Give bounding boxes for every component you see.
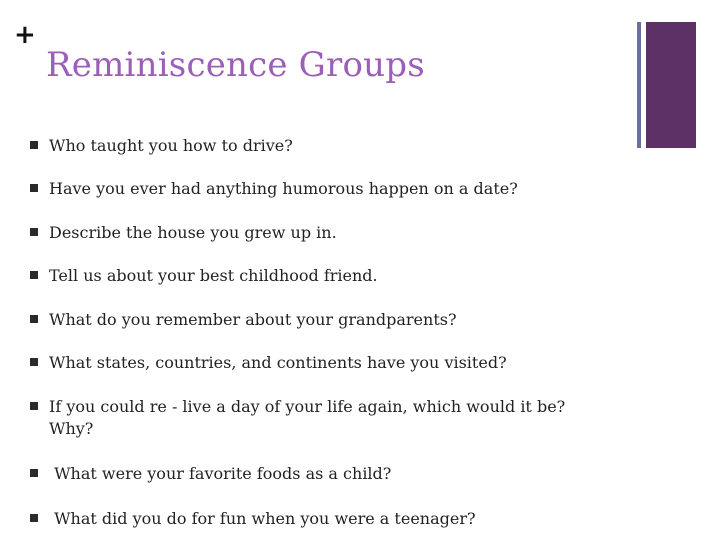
square-bullet-icon: [30, 141, 38, 149]
square-bullet-icon: [30, 271, 38, 279]
bullet-text: Describe the house you grew up in.: [49, 223, 337, 242]
square-bullet-icon: [30, 228, 38, 236]
square-bullet-icon: [30, 358, 38, 366]
bullet-item: [30, 309, 670, 331]
decorative-thin-bar: [637, 22, 641, 148]
bullet-text: Who taught you how to drive?: [49, 136, 293, 155]
bullet-item: [30, 222, 670, 244]
bullet-item: [30, 135, 670, 157]
bullet-text: Tell us about your best childhood friend.: [49, 266, 378, 285]
decorative-thick-bar: [646, 22, 696, 148]
bullet-item: [30, 396, 670, 440]
bullet-item: [30, 508, 670, 530]
slide-title: Reminiscence Groups: [46, 45, 425, 85]
bullet-text: What were your favorite foods as a child?: [49, 464, 392, 483]
square-bullet-icon: [30, 514, 38, 522]
bullet-text: What did you do for fun when you were a teenager?: [49, 509, 476, 528]
square-bullet-icon: [30, 184, 38, 192]
bullet-item: [30, 463, 670, 485]
bullet-item: [30, 265, 670, 287]
square-bullet-icon: [30, 315, 38, 323]
bullet-item: [30, 178, 670, 200]
bullet-text: What states, countries, and continents have you visited?: [49, 353, 507, 372]
bullet-text: If you could re - live a day of your life again, which would it be? Why?: [49, 397, 566, 438]
bullet-item: [30, 352, 670, 374]
square-bullet-icon: [30, 469, 38, 477]
square-bullet-icon: [30, 402, 38, 410]
bullet-text: Have you ever had anything humorous happen on a date?: [49, 179, 518, 198]
plus-icon: +: [14, 20, 36, 50]
bullet-text: What do you remember about your grandparents?: [49, 310, 457, 329]
